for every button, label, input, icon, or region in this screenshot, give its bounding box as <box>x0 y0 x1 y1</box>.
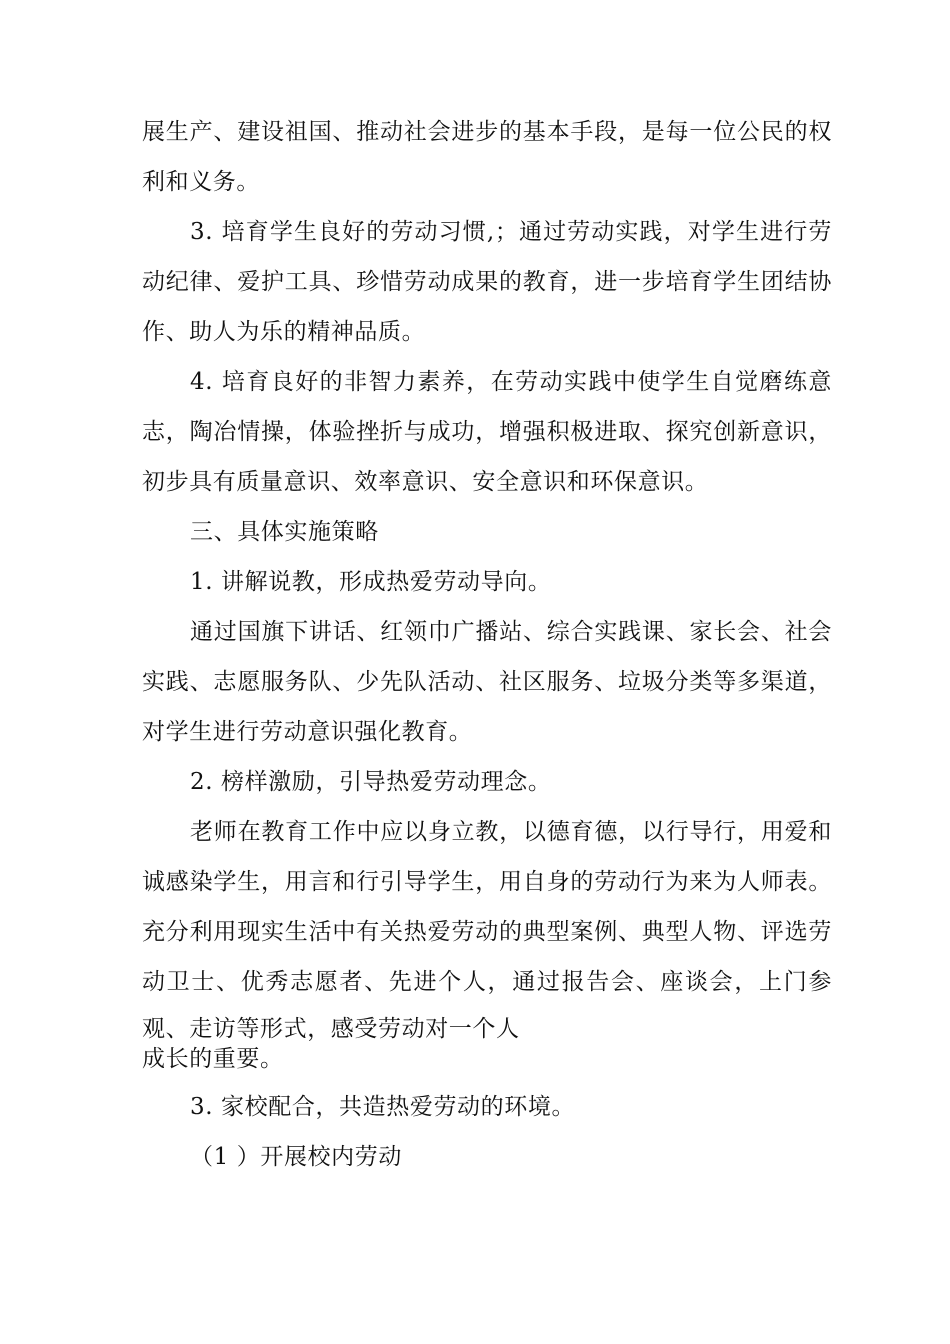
text-line: 观、走访等形式，感受劳动对一个人 <box>142 1016 520 1042</box>
subheading: （1 ）开展校内劳动 <box>190 1144 402 1170</box>
text-line: 诚感染学生，用言和行引导学生，用自身的劳动行为来为人师表。 <box>142 869 832 895</box>
text-line: 通过国旗下讲话、红领巾广播站、综合实践课、家长会、社会 <box>190 619 832 645</box>
text-line: 展生产、建设祖国、推动社会进步的基本手段，是每一位公民的权 <box>142 119 832 145</box>
text-line: 动卫士、优秀志愿者、先进个人，通过报告会、座谈会，上门参 <box>142 969 832 995</box>
text-line: 老师在教育工作中应以身立教，以德育德，以行导行，用爱和 <box>190 819 832 845</box>
text-line: 动纪律、爱护工具、珍惜劳动成果的教育，进一步培育学生团结协 <box>142 269 832 295</box>
text-line: 初步具有质量意识、效率意识、安全意识和环保意识。 <box>142 469 709 495</box>
subheading: 3. 家校配合，共造热爱劳动的环境。 <box>190 1094 576 1120</box>
text-line: 作、助人为乐的精神品质。 <box>142 319 426 345</box>
text-line: 实践、志愿服务队、少先队活动、社区服务、垃圾分类等多渠道， <box>142 669 832 695</box>
text-line: 充分利用现实生活中有关热爱劳动的典型案例、典型人物、评选劳 <box>142 919 832 945</box>
subheading: 2. 榜样激励，引导热爱劳动理念。 <box>190 769 552 795</box>
text-line: 3. 培育学生良好的劳动习惯,；通过劳动实践，对学生进行劳 <box>190 219 832 245</box>
subheading: 1. 讲解说教，形成热爱劳动导向。 <box>190 569 552 595</box>
text-line: 利和义务。 <box>142 169 260 195</box>
section-heading: 三、具体实施策略 <box>190 519 379 545</box>
text-line: 对学生进行劳动意识强化教育。 <box>142 719 473 745</box>
text-line: 4. 培育良好的非智力素养，在劳动实践中使学生自觉磨练意 <box>190 369 832 395</box>
text-line: 志，陶冶情操，体验挫折与成功，增强积极进取、探究创新意识， <box>142 419 832 445</box>
text-line: 成长的重要。 <box>142 1046 284 1072</box>
